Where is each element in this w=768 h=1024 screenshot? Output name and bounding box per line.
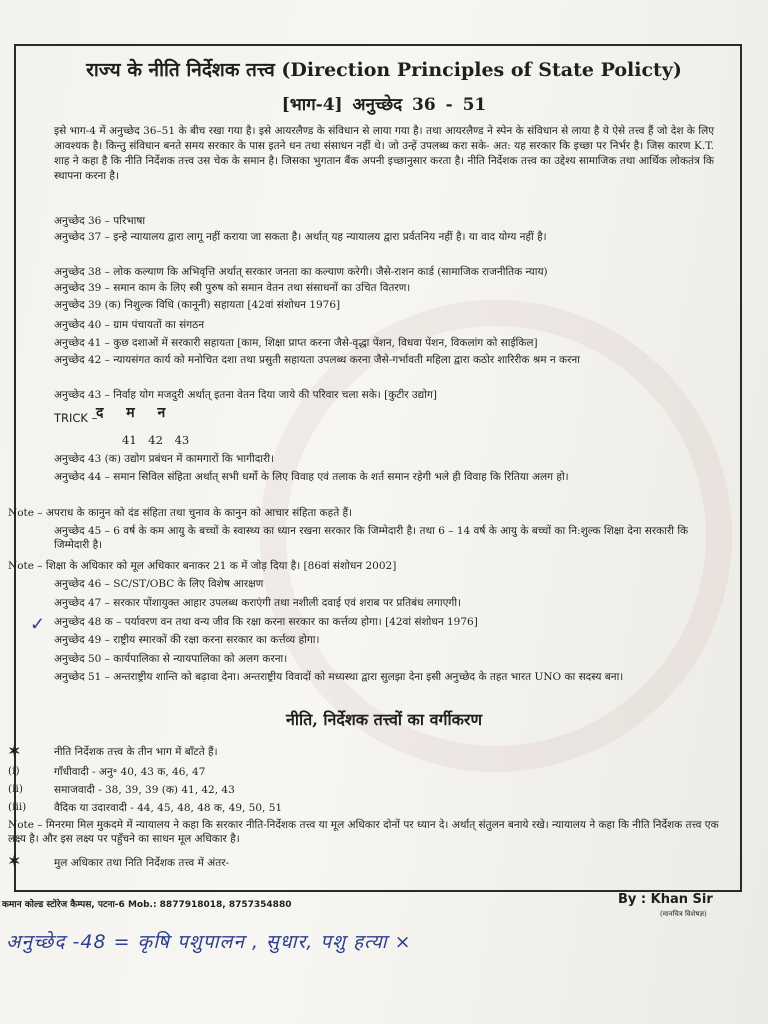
trick-numbers: 41 42 43 <box>122 433 190 447</box>
article-50: अनुच्छेद 50 – कार्यपालिका से न्यायपालिका को अलग करना। <box>54 653 288 665</box>
article-46: अनुच्छेद 46 – SC/ST/OBC के लिए विशेष आरक्षण <box>54 578 264 590</box>
trick-letters: द म न <box>96 405 168 421</box>
article-39a: अनुच्छेद 39 (क) निशुल्क विधि (कानूनी) सहायता [42वां संशोधन 1976] <box>54 299 341 311</box>
handwritten-note: अनुच्छेद -48 = कृषि पशुपालन , सुधार, पशु हत्या × <box>6 931 412 953</box>
article-41: अनुच्छेद 41 – कुछ दशाओं में सरकारी सहायता [काम, शिक्षा प्राप्त करना जैसे-वृद्धा पेंशन, विधवा पेंशन, विकलांग को साईकिल] <box>54 337 538 349</box>
article-43a: अनुच्छेद 43 (क) उद्योग प्रबंधन में कामगारों कि भागीदारी। <box>54 453 275 465</box>
difference-heading: मुल अधिकार तथा निति निर्देशक तत्त्व में अंतर- <box>54 857 230 869</box>
article-37: अनुच्छेद 37 – इन्हे न्यायालय द्वारा लागू नहीं कराया जा सकता है। अर्थात् यह न्यायालय द्वारा प्रर्वतनिय नहीं है। या वाद योग्य नहीं है। <box>54 231 547 243</box>
article-45: अनुच्छेद 45 – 6 वर्ष के कम आयु के बच्चों के स्वास्थ्य का ध्यान रखना सरकार कि जिम्मेदारी है। तथा 6 – 14 वर्ष के आयु के बच्चों का नि:शुल्क शिक्षा देना सरकारी कि जिम्मेदारी है। <box>54 525 689 551</box>
article-39: अनुच्छेद 39 – समान काम के लिए स्त्री पुरुष को समान वेतन तथा संसाधनों का उचित वितरण। <box>54 282 411 294</box>
article-42: अनुच्छेद 42 – न्यायसंगत कार्य को मनोचित दशा तथा प्रसुती सहायता उपलब्ध करना जैसे-गर्भावती महिला द्वारा कठोर शारिरीक श्रम न करना <box>54 354 580 366</box>
class-item-socialist: समाजवादी - 38, 39, 39 (क) 41, 42, 43 <box>54 784 235 796</box>
footer-author-subtitle: (मानचित्र विशेषज्ञ) <box>660 910 707 918</box>
class-num-1: (i) <box>8 765 20 777</box>
bullet-star-icon: ✶ <box>8 742 21 760</box>
note-code: Note – अपराध के कानुन को दंड संहिता तथा चुनाव के कानुन को आचार संहिता कहते हैं। <box>8 507 353 519</box>
bullet-star-icon-2: ✶ <box>8 852 21 870</box>
class-item-gandhian: गाँधीवादी - अनु॰ 40, 43 क, 46, 47 <box>54 766 206 778</box>
article-51: अनुच्छेद 51 – अन्तराष्ट्रीय शान्ति को बढ़ावा देना। अन्तराष्ट्रीय विवादों को मध्यस्था द्वारा सुलझा देना इसी अनुच्छेद के तहत भारत UNO का सदस्य बना। <box>54 671 624 683</box>
classification-intro: नीति निर्देशक तत्त्व के तीन भाग में बाँटते हैं। <box>54 746 218 758</box>
class-num-2: (ii) <box>8 783 23 795</box>
article-36: अनुच्छेद 36 – परिभाषा <box>54 215 146 227</box>
article-40: अनुच्छेद 40 – ग्राम पंचायतों का संगठन <box>54 319 205 331</box>
class-num-3: (iii) <box>8 801 27 813</box>
intro-paragraph: इसे भाग-4 में अनुच्छेद 36–51 के बीच रखा गया है। इसे आयरलैण्ड के संविधान से लाया गया है। तथा आयरलैण्ड ने स्पेन के संविधान से लाया है ये ऐसे तत्त्व हैं जो देश के लिए आवश्यक है। किन्तु संविधान बनते समय सरकार के पास इतने धन तथा संसाधन नहीं थे। जो उन्हें उपलब्ध करा सके- अत: यह सरकार कि इच्छा पर निर्भर है। जिस कारण K.T. शाह ने कहा है कि नीति निर्देशक तत्त्व उस चेक के समान है। जिसका भुगतान बैंक अपनी इच्छानुसार करता है। नीति निर्देशक तत्त्व का उद्देश्य सामाजिक तथा आर्थिक लोकतंत्र कि स्थापना करना है। <box>54 125 714 182</box>
footer-author: By : Khan Sir <box>618 892 713 907</box>
tick-mark-icon: ✓ <box>30 614 46 635</box>
classification-heading: नीति, निर्देशक तत्त्वों का वर्गीकरण <box>285 710 483 729</box>
article-48a: अनुच्छेद 48 क – पर्यावरण वन तथा वन्य जीव कि रक्षा करना सरकार का कर्त्तव्य होगा। [42वां संशोधन 1976] <box>54 616 478 628</box>
article-43: अनुच्छेद 43 – निर्वाह योग मजदुरी अर्थात् इतना वेतन दिया जाये की परिवार चला सके। [कुटीर उद्योग] <box>54 389 438 401</box>
page-title: राज्य के नीति निर्देशक तत्त्व (Direction Principles of State Policty) <box>86 59 682 81</box>
class-item-liberal: वैदिक या उदारवादी - 44, 45, 48, 48 क, 49, 50, 51 <box>54 802 283 814</box>
trick-label: TRICK – <box>54 411 98 425</box>
article-47: अनुच्छेद 47 – सरकार पोंशायुक्त आहार उपलब्ध कराएंगी तथा नशीली दवाई एवं शराब पर प्रतिबंध लगाएगी। <box>54 597 462 609</box>
note-education: Note – शिक्षा के अधिकार को मूल अधिकार बनाकर 21 क में जोड़ दिया है। [86वां संशोधन 2002] <box>8 560 397 572</box>
note-minerva: Note – मिनरमा मिल मुकदमे में न्यायालय ने कहा कि सरकार नीति-निर्देशक तत्त्व या मूल अधिकार दोनों पर ध्यान दे। अर्थात् संतुलन बनाये रखे। न्यायालय ने कहा कि नीति निर्देशक तत्त्व एक लक्ष्य है। और इस लक्ष्य पर पहुँचने का साधन मूल अधिकार है। <box>8 819 719 845</box>
article-44: अनुच्छेद 44 – समान सिविल संहिता अर्थात् सभी धर्मो के लिए विवाह एवं तलाक के शर्त समान रहेगी भले ही विवाह कि रितिया अलग हो। <box>54 471 569 483</box>
page-subtitle: [भाग-4] अनुच्छेद 36 - 51 <box>281 95 487 115</box>
footer-address: कमान कोल्ड स्टोरेज कैम्पस, पटना-6 Mob.: 8877918018, 8757354880 <box>2 900 292 910</box>
article-38: अनुच्छेद 38 – लोक कल्याण कि अभिवृत्ति अर्थात् सरकार जनता का कल्याण करेगी। जैसे-राशन कार्ड (सामाजिक राजनीतिक न्याय) <box>54 266 548 278</box>
article-49: अनुच्छेद 49 – राष्ट्रीय स्मारकों की रक्षा करना सरकार का कर्त्तव्य होगा। <box>54 634 320 646</box>
